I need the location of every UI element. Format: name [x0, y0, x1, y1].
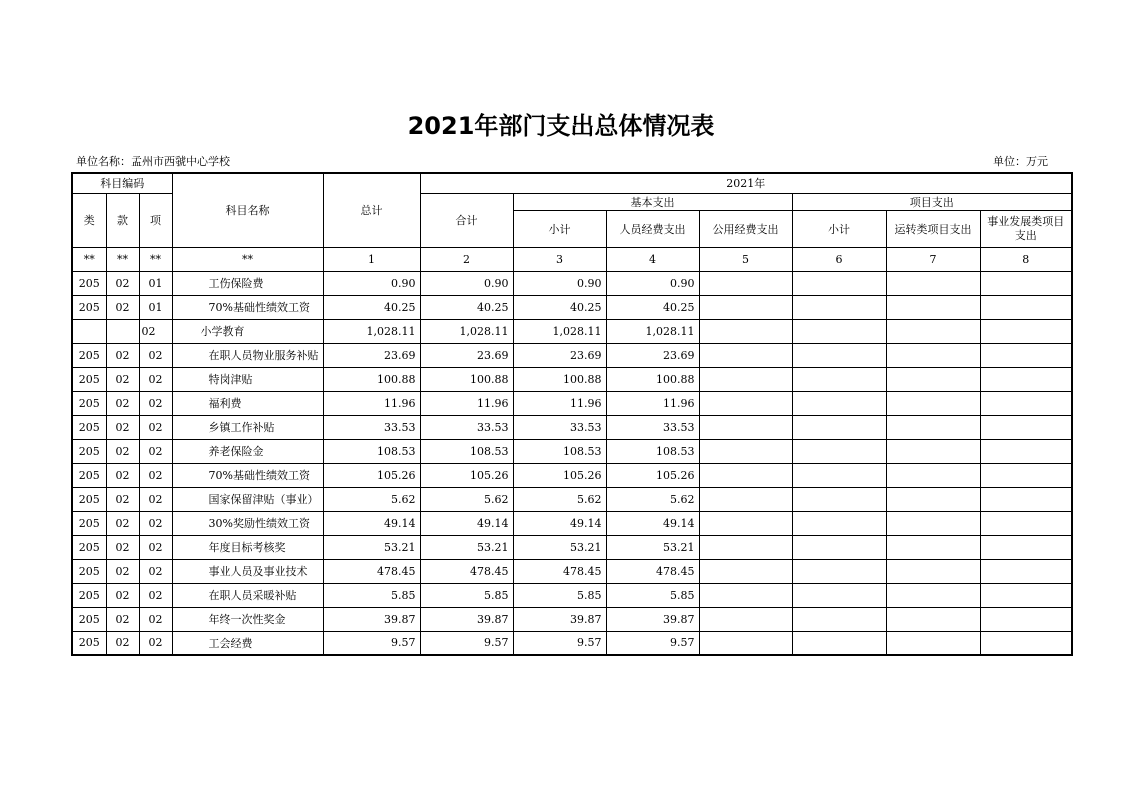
- cell-xiang: 02: [139, 487, 172, 511]
- cell-total: 0.90: [323, 271, 420, 295]
- cell-heji: 100.88: [420, 367, 513, 391]
- table-row: [72, 391, 1072, 415]
- cell-heji: 105.26: [420, 463, 513, 487]
- cell-xiang: 02: [139, 559, 172, 583]
- cell-name: 工会经费: [172, 631, 323, 655]
- cell-kuan: 02: [106, 343, 139, 367]
- cell-basic-xiaoji: 53.21: [513, 535, 606, 559]
- cell-kuan: 02: [106, 631, 139, 655]
- table-row: [72, 487, 1072, 511]
- cell-lei: 205: [72, 295, 106, 319]
- cell-transfer: [886, 319, 980, 343]
- cell-total: 478.45: [323, 559, 420, 583]
- expenditure-table: [71, 172, 1073, 656]
- cell-basic-xiaoji: 108.53: [513, 439, 606, 463]
- cell-project-xiaoji: [792, 391, 886, 415]
- table-row: [72, 415, 1072, 439]
- index-cell: 4: [606, 247, 699, 271]
- cell-develop: [980, 559, 1072, 583]
- cell-public: [699, 607, 792, 631]
- cell-public: [699, 487, 792, 511]
- cell-public: [699, 463, 792, 487]
- index-cell: **: [106, 247, 139, 271]
- cell-transfer: [886, 511, 980, 535]
- unit-name: 单位名称：孟州市西虢中心学校: [76, 155, 230, 168]
- cell-name: 福利费: [172, 391, 323, 415]
- cell-name: 小学教育: [172, 319, 323, 343]
- cell-basic-xiaoji: 23.69: [513, 343, 606, 367]
- cell-project-xiaoji: [792, 367, 886, 391]
- table-row: [72, 607, 1072, 631]
- cell-heji: 5.85: [420, 583, 513, 607]
- cell-name: 年终一次性奖金: [172, 607, 323, 631]
- cell-project-xiaoji: [792, 511, 886, 535]
- cell-name: 70%基础性绩效工资: [172, 463, 323, 487]
- index-cell: 2: [420, 247, 513, 271]
- cell-name: 工伤保险费: [172, 271, 323, 295]
- cell-develop: [980, 271, 1072, 295]
- cell-total: 39.87: [323, 607, 420, 631]
- cell-develop: [980, 391, 1072, 415]
- cell-lei: 205: [72, 271, 106, 295]
- cell-heji: 1,028.11: [420, 319, 513, 343]
- cell-personnel: 105.26: [606, 463, 699, 487]
- cell-name: 70%基础性绩效工资: [172, 295, 323, 319]
- cell-kuan: 02: [106, 511, 139, 535]
- cell-xiang: 02: [139, 415, 172, 439]
- cell-name: 国家保留津贴（事业）: [172, 487, 323, 511]
- cell-project-xiaoji: [792, 439, 886, 463]
- cell-public: [699, 391, 792, 415]
- cell-transfer: [886, 559, 980, 583]
- cell-basic-xiaoji: 11.96: [513, 391, 606, 415]
- header-basic: 基本支出: [513, 193, 792, 210]
- cell-name: 养老保险金: [172, 439, 323, 463]
- cell-lei: 205: [72, 391, 106, 415]
- cell-xiang: 02: [139, 463, 172, 487]
- cell-kuan: 02: [106, 559, 139, 583]
- cell-project-xiaoji: [792, 583, 886, 607]
- cell-heji: 9.57: [420, 631, 513, 655]
- cell-public: [699, 415, 792, 439]
- cell-xiang: 02: [139, 583, 172, 607]
- cell-basic-xiaoji: 39.87: [513, 607, 606, 631]
- cell-total: 5.85: [323, 583, 420, 607]
- cell-xiang: 01: [139, 271, 172, 295]
- cell-lei: 205: [72, 607, 106, 631]
- header-year: 2021年: [420, 173, 1072, 193]
- header-public: 公用经费支出: [699, 210, 792, 247]
- cell-heji: 39.87: [420, 607, 513, 631]
- header-project: 项目支出: [792, 193, 1072, 210]
- cell-develop: [980, 463, 1072, 487]
- header-project-xiaoji: 小计: [792, 210, 886, 247]
- header-kuan: 款: [106, 193, 139, 247]
- cell-project-xiaoji: [792, 487, 886, 511]
- cell-public: [699, 319, 792, 343]
- header-name: 科目名称: [172, 173, 323, 247]
- cell-basic-xiaoji: 49.14: [513, 511, 606, 535]
- cell-public: [699, 511, 792, 535]
- cell-xiang: 02: [139, 535, 172, 559]
- cell-personnel: 100.88: [606, 367, 699, 391]
- cell-project-xiaoji: [792, 319, 886, 343]
- table-row: [72, 367, 1072, 391]
- cell-personnel: 0.90: [606, 271, 699, 295]
- cell-heji: 33.53: [420, 415, 513, 439]
- cell-transfer: [886, 631, 980, 655]
- cell-project-xiaoji: [792, 535, 886, 559]
- cell-total: 105.26: [323, 463, 420, 487]
- table-row: [72, 511, 1072, 535]
- cell-xiang: 02: [139, 631, 172, 655]
- cell-public: [699, 367, 792, 391]
- index-cell: 1: [323, 247, 420, 271]
- cell-lei: 205: [72, 463, 106, 487]
- cell-kuan: 02: [106, 415, 139, 439]
- cell-name: 特岗津贴: [172, 367, 323, 391]
- header-total: 总计: [323, 173, 420, 247]
- cell-public: [699, 271, 792, 295]
- cell-transfer: [886, 343, 980, 367]
- cell-name: 乡镇工作补贴: [172, 415, 323, 439]
- table-row: [72, 439, 1072, 463]
- cell-xiang: 02: [139, 319, 172, 343]
- table-row: [72, 631, 1072, 655]
- table-row: [72, 559, 1072, 583]
- cell-personnel: 11.96: [606, 391, 699, 415]
- cell-personnel: 39.87: [606, 607, 699, 631]
- header-develop: 事业发展类项目支出: [980, 210, 1072, 247]
- cell-lei: 205: [72, 559, 106, 583]
- header-transfer: 运转类项目支出: [886, 210, 980, 247]
- index-cell: **: [139, 247, 172, 271]
- cell-transfer: [886, 607, 980, 631]
- header-heji: 合计: [420, 193, 513, 247]
- cell-total: 1,028.11: [323, 319, 420, 343]
- cell-total: 100.88: [323, 367, 420, 391]
- cell-kuan: 02: [106, 463, 139, 487]
- cell-kuan: 02: [106, 367, 139, 391]
- cell-total: 49.14: [323, 511, 420, 535]
- header-xiang: 项: [139, 193, 172, 247]
- cell-basic-xiaoji: 0.90: [513, 271, 606, 295]
- cell-xiang: 01: [139, 295, 172, 319]
- cell-personnel: 108.53: [606, 439, 699, 463]
- cell-kuan: 02: [106, 271, 139, 295]
- cell-kuan: 02: [106, 583, 139, 607]
- table-row: [72, 535, 1072, 559]
- cell-personnel: 5.85: [606, 583, 699, 607]
- cell-transfer: [886, 271, 980, 295]
- index-cell: 8: [980, 247, 1072, 271]
- index-cell: **: [172, 247, 323, 271]
- cell-basic-xiaoji: 33.53: [513, 415, 606, 439]
- cell-xiang: 02: [139, 391, 172, 415]
- index-cell: **: [72, 247, 106, 271]
- cell-kuan: 02: [106, 607, 139, 631]
- cell-project-xiaoji: [792, 415, 886, 439]
- cell-heji: 5.62: [420, 487, 513, 511]
- cell-transfer: [886, 583, 980, 607]
- cell-project-xiaoji: [792, 559, 886, 583]
- cell-develop: [980, 415, 1072, 439]
- cell-transfer: [886, 391, 980, 415]
- cell-personnel: 9.57: [606, 631, 699, 655]
- cell-develop: [980, 295, 1072, 319]
- cell-lei: [72, 319, 106, 343]
- cell-heji: 0.90: [420, 271, 513, 295]
- cell-total: 33.53: [323, 415, 420, 439]
- cell-total: 5.62: [323, 487, 420, 511]
- unit-currency: 单位：万元: [993, 155, 1048, 168]
- cell-kuan: [106, 319, 139, 343]
- cell-project-xiaoji: [792, 295, 886, 319]
- cell-personnel: 478.45: [606, 559, 699, 583]
- cell-develop: [980, 511, 1072, 535]
- table-row: [72, 463, 1072, 487]
- cell-develop: [980, 319, 1072, 343]
- cell-develop: [980, 535, 1072, 559]
- cell-heji: 49.14: [420, 511, 513, 535]
- cell-public: [699, 535, 792, 559]
- header-personnel: 人员经费支出: [606, 210, 699, 247]
- cell-heji: 40.25: [420, 295, 513, 319]
- cell-lei: 205: [72, 583, 106, 607]
- table-row: [72, 319, 1072, 343]
- index-cell: 6: [792, 247, 886, 271]
- cell-basic-xiaoji: 5.62: [513, 487, 606, 511]
- cell-basic-xiaoji: 100.88: [513, 367, 606, 391]
- cell-personnel: 33.53: [606, 415, 699, 439]
- cell-xiang: 02: [139, 439, 172, 463]
- cell-basic-xiaoji: 478.45: [513, 559, 606, 583]
- cell-name: 在职人员采暖补贴: [172, 583, 323, 607]
- cell-total: 40.25: [323, 295, 420, 319]
- cell-xiang: 02: [139, 607, 172, 631]
- header-code: 科目编码: [72, 173, 172, 193]
- header-basic-xiaoji: 小计: [513, 210, 606, 247]
- table-row: [72, 343, 1072, 367]
- cell-name: 事业人员及事业技术: [172, 559, 323, 583]
- cell-kuan: 02: [106, 391, 139, 415]
- cell-lei: 205: [72, 631, 106, 655]
- cell-lei: 205: [72, 343, 106, 367]
- header-lei: 类: [72, 193, 106, 247]
- cell-personnel: 40.25: [606, 295, 699, 319]
- cell-kuan: 02: [106, 487, 139, 511]
- cell-develop: [980, 607, 1072, 631]
- cell-heji: 23.69: [420, 343, 513, 367]
- cell-kuan: 02: [106, 535, 139, 559]
- cell-personnel: 1,028.11: [606, 319, 699, 343]
- index-cell: 5: [699, 247, 792, 271]
- cell-xiang: 02: [139, 367, 172, 391]
- cell-develop: [980, 439, 1072, 463]
- index-cell: 3: [513, 247, 606, 271]
- cell-public: [699, 631, 792, 655]
- cell-total: 108.53: [323, 439, 420, 463]
- cell-public: [699, 559, 792, 583]
- cell-kuan: 02: [106, 439, 139, 463]
- cell-transfer: [886, 535, 980, 559]
- cell-project-xiaoji: [792, 343, 886, 367]
- cell-heji: 108.53: [420, 439, 513, 463]
- cell-kuan: 02: [106, 295, 139, 319]
- cell-basic-xiaoji: 1,028.11: [513, 319, 606, 343]
- cell-transfer: [886, 439, 980, 463]
- cell-total: 9.57: [323, 631, 420, 655]
- cell-personnel: 49.14: [606, 511, 699, 535]
- cell-develop: [980, 487, 1072, 511]
- cell-lei: 205: [72, 415, 106, 439]
- table-row: [72, 295, 1072, 319]
- cell-personnel: 23.69: [606, 343, 699, 367]
- cell-transfer: [886, 415, 980, 439]
- cell-transfer: [886, 487, 980, 511]
- index-cell: 7: [886, 247, 980, 271]
- cell-public: [699, 343, 792, 367]
- table-row: [72, 583, 1072, 607]
- cell-total: 53.21: [323, 535, 420, 559]
- cell-personnel: 5.62: [606, 487, 699, 511]
- cell-project-xiaoji: [792, 271, 886, 295]
- cell-public: [699, 439, 792, 463]
- cell-lei: 205: [72, 439, 106, 463]
- cell-project-xiaoji: [792, 607, 886, 631]
- cell-total: 11.96: [323, 391, 420, 415]
- cell-project-xiaoji: [792, 631, 886, 655]
- table-row: [72, 271, 1072, 295]
- cell-develop: [980, 343, 1072, 367]
- cell-total: 23.69: [323, 343, 420, 367]
- cell-basic-xiaoji: 105.26: [513, 463, 606, 487]
- cell-xiang: 02: [139, 343, 172, 367]
- cell-name: 年度目标考核奖: [172, 535, 323, 559]
- cell-develop: [980, 631, 1072, 655]
- cell-heji: 478.45: [420, 559, 513, 583]
- cell-develop: [980, 583, 1072, 607]
- cell-public: [699, 295, 792, 319]
- page-title: 2021年部门支出总体情况表: [407, 112, 715, 140]
- cell-lei: 205: [72, 487, 106, 511]
- cell-personnel: 53.21: [606, 535, 699, 559]
- cell-public: [699, 583, 792, 607]
- cell-lei: 205: [72, 511, 106, 535]
- cell-xiang: 02: [139, 511, 172, 535]
- cell-lei: 205: [72, 535, 106, 559]
- cell-transfer: [886, 367, 980, 391]
- cell-lei: 205: [72, 367, 106, 391]
- cell-name: 30%奖励性绩效工资: [172, 511, 323, 535]
- cell-basic-xiaoji: 5.85: [513, 583, 606, 607]
- cell-project-xiaoji: [792, 463, 886, 487]
- index-row: [72, 247, 1072, 271]
- cell-transfer: [886, 463, 980, 487]
- cell-transfer: [886, 295, 980, 319]
- cell-heji: 11.96: [420, 391, 513, 415]
- cell-basic-xiaoji: 9.57: [513, 631, 606, 655]
- cell-name: 在职人员物业服务补贴: [172, 343, 323, 367]
- cell-heji: 53.21: [420, 535, 513, 559]
- cell-develop: [980, 367, 1072, 391]
- cell-basic-xiaoji: 40.25: [513, 295, 606, 319]
